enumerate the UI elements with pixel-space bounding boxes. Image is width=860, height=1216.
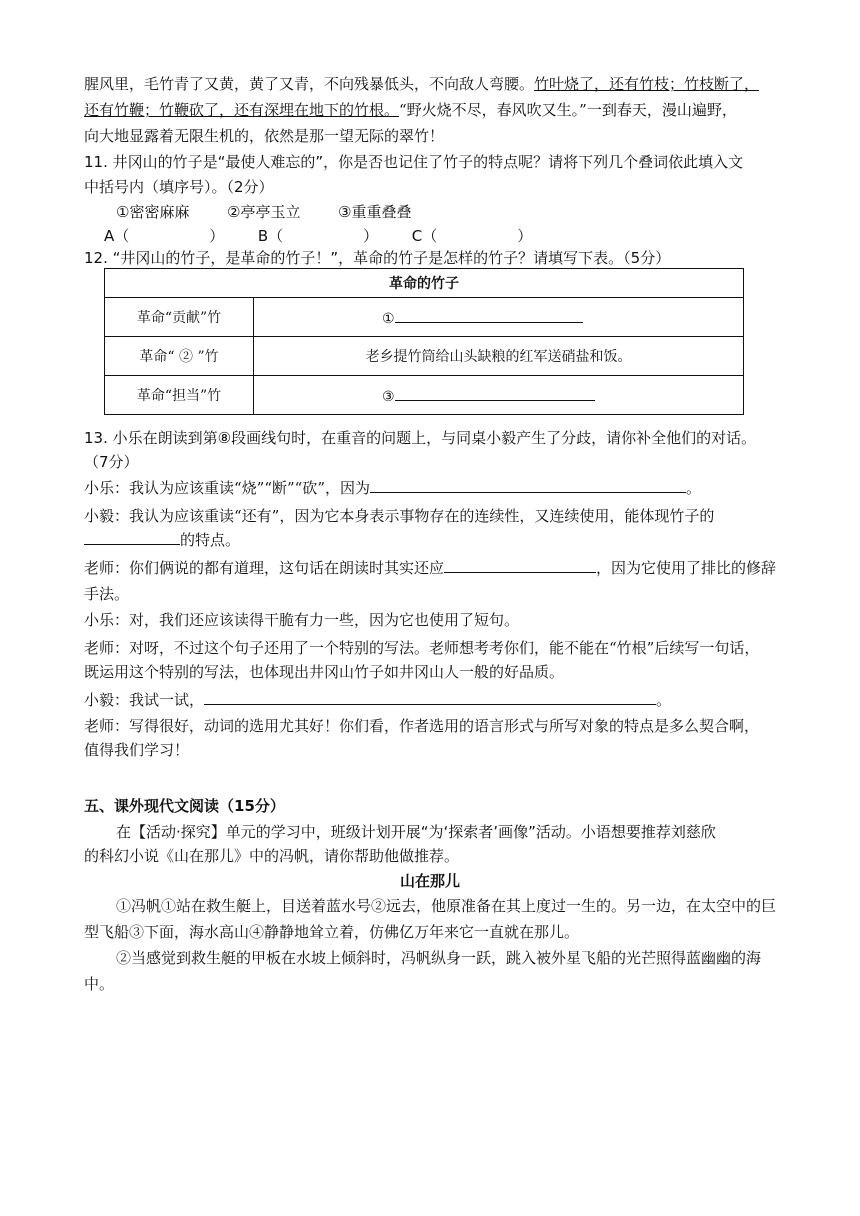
q11-slot-a-close: ） (209, 227, 225, 245)
table-row (105, 298, 744, 337)
underlined-sentence: 竹叶烧了，还有竹枝；竹枝断了， (534, 75, 760, 93)
q11-slot-c-close: ） (517, 227, 533, 245)
q11-slot-b-open: B（ (257, 227, 284, 245)
dialogue-xiaoyi-1b (84, 530, 784, 550)
row-answer-cell[interactable] (254, 298, 744, 337)
dialogue-teacher-2a: 老师：对呀，不过这个句子还用了一个特别的写法。老师想考考你们，能不能在“竹根”后续写一句话， (84, 639, 760, 657)
story-paragraph-1b: 型飞船③下面，海水高山④静静地耸立着，仿佛亿万年来它一直就在那儿。 (84, 923, 580, 941)
q11-slot-a-open: A（ (104, 227, 130, 245)
dialogue-text: 的特点。 (180, 531, 241, 549)
q11-answer-slots (104, 226, 804, 246)
row-label: 革命“ ② ”竹 (105, 337, 254, 376)
passage-line-2 (84, 100, 784, 120)
revolution-bamboo-table (104, 268, 744, 415)
dialogue-teacher-3b: 值得我们学习！ (84, 741, 190, 759)
answer-blank[interactable] (370, 478, 686, 493)
row-marker: ① (382, 310, 395, 327)
dialogue-teacher-1a (84, 558, 784, 578)
story-paragraph-2b: 中。 (84, 975, 115, 993)
dialogue-teacher-1b: 手法。 (84, 585, 130, 603)
passage-line-1 (84, 74, 784, 94)
q11-stem-line2: 中括号内（填序号）。（2分） (84, 178, 274, 196)
dialogue-text: 。 (686, 479, 702, 497)
answer-blank[interactable] (84, 530, 180, 545)
underlined-sentence: 还有竹鞭；竹鞭砍了，还有深埋在地下的竹根。 (84, 101, 400, 119)
dialogue-text: 小毅：我试一试， (84, 691, 205, 709)
row-value: 老乡提竹筒给山头缺粮的红军送硝盐和饭。 (254, 337, 744, 376)
q11-stem-line1: 11. 井冈山的竹子是“最使人难忘的”，你是否也记住了竹子的特点呢？请将下列几个叠词依此填入文 (84, 153, 744, 171)
answer-blank[interactable] (395, 308, 583, 323)
passage-line-3: 向大地显露着无限生机的，依然是那一望无际的翠竹！ (84, 127, 445, 145)
q11-option-3: ③重重叠叠 (338, 203, 412, 221)
section-5-intro-2: 的科幻小说《山在那儿》中的冯帆，请你帮助他做推荐。 (84, 847, 460, 865)
q11-option-1: ①密密麻麻 (116, 203, 190, 221)
q11-slot-a[interactable] (129, 227, 209, 241)
dialogue-teacher-2b: 既运用这个特别的写法，也体现出井冈山竹子如井冈山人一般的好品质。 (84, 663, 565, 681)
q11-slot-c-open: C（ (411, 227, 438, 245)
story-paragraph-2a: ②当感觉到救生艇的甲板在水坡上倾斜时，冯帆纵身一跃，跳入被外星飞船的光芒照得蓝幽幽的海 (116, 949, 762, 967)
answer-blank[interactable] (204, 690, 656, 705)
dialogue-text: 。 (656, 691, 672, 709)
passage-text: “野火烧不尽，春风吹又生。”一到春天，漫山遍野， (399, 101, 737, 119)
table-row (105, 337, 744, 376)
answer-blank[interactable] (395, 386, 595, 401)
dialogue-xiaole-1 (84, 478, 784, 498)
dialogue-text: 小乐：我认为应该重读“烧”“断”“砍”，因为 (84, 479, 371, 497)
q11-slot-b-close: ） (363, 227, 379, 245)
table-row (105, 376, 744, 415)
story-paragraph-1a: ①冯帆①站在救生艇上，目送着蓝水号②远去，他原准备在其上度过一生的。另一边，在太空中的巨 (116, 897, 777, 915)
section-5-heading: 五、课外现代文阅读（15分） (84, 797, 285, 815)
passage-text: 腥风里，毛竹青了又黄，黄了又青，不向残暴低头，不向敌人弯腰。 (84, 75, 535, 93)
dialogue-text: 老师：你们俩说的都有道理，这句话在朗读时其实还应 (84, 559, 445, 577)
story-title: 山在那儿 (399, 872, 460, 890)
dialogue-teacher-3a: 老师：写得很好，动词的选用尤其好！你们看，作者选用的语言形式与所写对象的特点是多么契合啊， (84, 717, 760, 735)
section-5-intro-1: 在【活动·探究】单元的学习中，班级计划开展“为‘探索者’画像”活动。小语想要推荐刘慈欣 (116, 823, 716, 841)
dialogue-xiaole-2: 小乐：对，我们还应该读得干脆有力一些，因为它也使用了短句。 (84, 611, 520, 629)
row-label: 革命“担当”竹 (105, 376, 254, 415)
row-marker: ③ (382, 388, 395, 405)
q11-slot-c[interactable] (437, 227, 517, 241)
table-title: 革命的竹子 (105, 269, 744, 298)
q11-option-2: ②亭亭玉立 (227, 203, 301, 221)
dialogue-xiaoyi-2 (84, 690, 784, 710)
q11-options (116, 202, 816, 222)
q12-stem: 12. “井冈山的竹子，是革命的竹子！”，革命的竹子是怎样的竹子？请填写下表。（5分） (84, 249, 671, 267)
q13-stem-line2: （7分） (84, 453, 139, 471)
q11-slot-b[interactable] (283, 227, 363, 241)
row-label: 革命“贡献”竹 (105, 298, 254, 337)
q13-stem-line1: 13. 小乐在朗读到第⑧段画线句时，在重音的问题上，与同桌小毅产生了分歧，请你补全他们的对话。 (84, 429, 757, 447)
row-answer-cell[interactable] (254, 376, 744, 415)
answer-blank[interactable] (444, 558, 596, 573)
dialogue-xiaoyi-1a: 小毅：我认为应该重读“还有”，因为它本身表示事物存在的连续性，又连续使用，能体现竹子的 (84, 507, 715, 525)
dialogue-text: ，因为它使用了排比的修辞 (596, 559, 777, 577)
